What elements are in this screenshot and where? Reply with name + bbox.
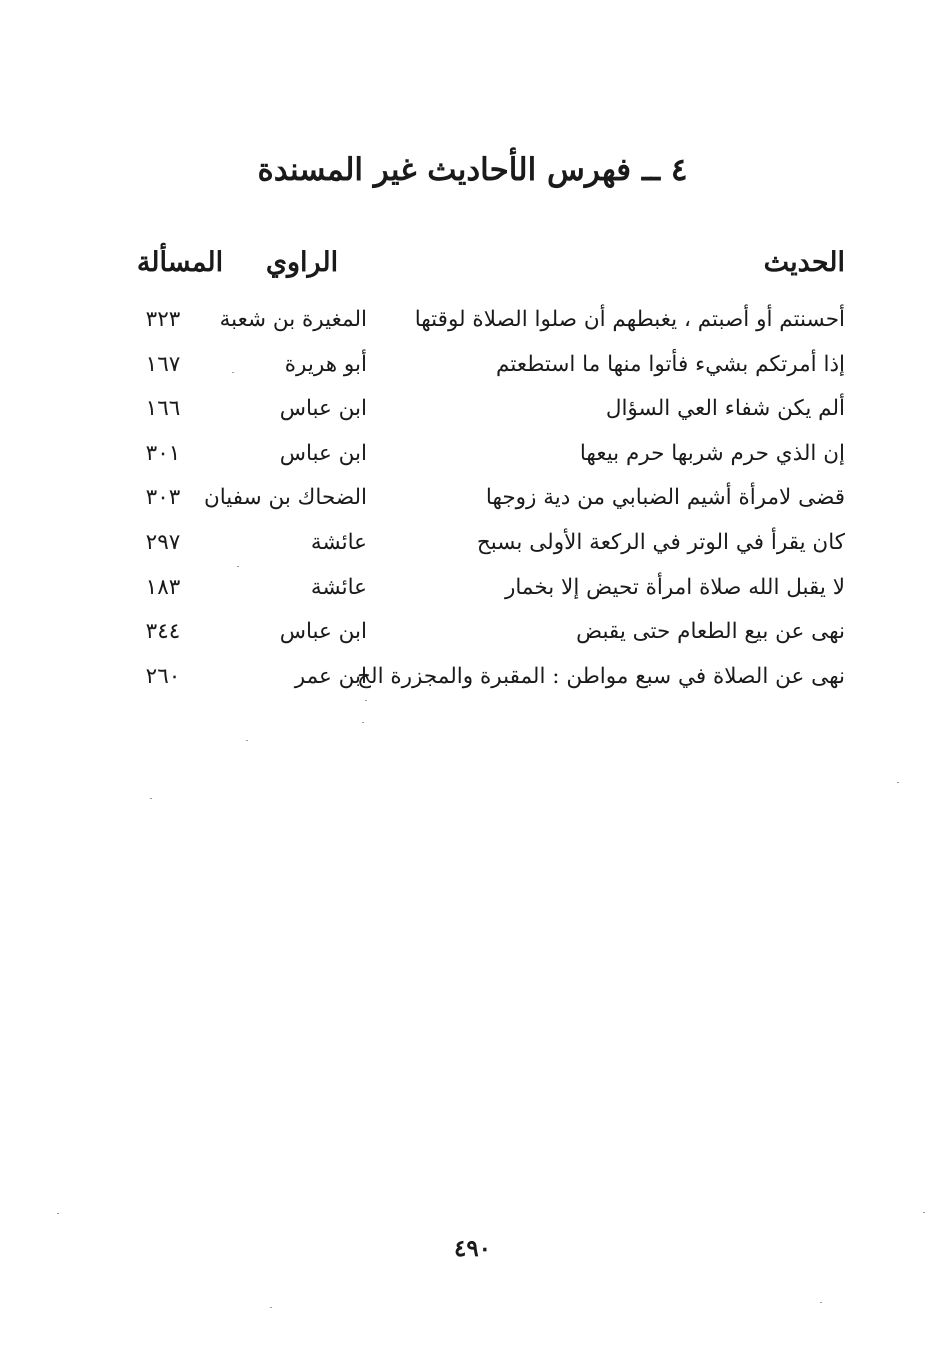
issue-number: ٣٠١: [145, 440, 181, 466]
table-header: [0, 247, 945, 287]
scan-speck: [362, 722, 364, 723]
scan-speck: [150, 798, 152, 799]
narrator-name: عائشة: [310, 529, 367, 555]
hadith-text: قضى لامرأة أشيم الضبابي من دية زوجها: [485, 485, 845, 511]
hadith-text: كان يقرأ في الوتر في الركعة الأولى بسبح: [476, 529, 845, 555]
scan-speck: [57, 1213, 59, 1214]
table-row: [0, 657, 945, 702]
narrator-name: عائشة: [310, 574, 367, 600]
issue-number: ٣٢٣: [145, 307, 181, 332]
hadith-text: نهى عن الصلاة في سبع مواطن : المقبرة والمجزرة الخ: [357, 663, 845, 689]
issue-number: ١٨٣: [145, 574, 181, 600]
table-row: [0, 478, 945, 523]
hadith-text: إذا أمرتكم بشيء فأتوا منها ما استطعتم: [496, 351, 845, 377]
narrator-name: الضحاك بن سفيان: [203, 485, 367, 511]
table-row: [0, 389, 945, 434]
narrator-name: ابن عباس: [279, 440, 367, 466]
table-row: [0, 300, 945, 345]
column-header-number: المسألة: [136, 247, 224, 278]
hadith-text: لا يقبل الله صلاة امرأة تحيض إلا بخمار: [505, 574, 845, 600]
page-number: ٤٩٠: [453, 1235, 492, 1262]
table-row: [0, 612, 945, 657]
page-title: ٤ ــ فهرس الأحاديث غير المسندة: [257, 152, 688, 188]
hadith-text: أحسنتم أو أصبتم ، يغبطهم أن صلوا الصلاة لوقتها: [414, 307, 845, 332]
scan-speck: [365, 700, 367, 701]
hadith-text: نهى عن بيع الطعام حتى يقبض: [576, 619, 845, 645]
table-row: [0, 345, 945, 390]
narrator-name: أبو هريرة: [284, 351, 367, 377]
scan-speck: [246, 740, 248, 741]
hadith-index-table: [0, 300, 945, 701]
narrator-name: ابن عباس: [279, 396, 367, 422]
issue-number: ١٦٧: [145, 351, 181, 377]
issue-number: ٣٤٤: [145, 619, 181, 645]
scan-speck: [820, 1302, 822, 1303]
scan-speck: [232, 372, 234, 373]
scan-speck: [270, 1307, 272, 1308]
column-header-hadith: الحديث: [763, 247, 845, 278]
issue-number: ٢٩٧: [145, 529, 181, 555]
scan-speck: [923, 1212, 925, 1213]
column-header-narrator: الراوي: [265, 247, 339, 278]
hadith-text: ألم يكن شفاء العي السؤال: [605, 396, 845, 422]
narrator-name: ابن عباس: [279, 619, 367, 645]
hadith-text: إن الذي حرم شربها حرم بيعها: [579, 440, 845, 466]
table-row: [0, 434, 945, 479]
table-row: [0, 523, 945, 568]
issue-number: ١٦٦: [145, 396, 181, 422]
narrator-name: ابن عمر: [294, 663, 367, 689]
scan-speck: [897, 782, 899, 783]
issue-number: ٢٦٠: [145, 663, 181, 689]
narrator-name: المغيرة بن شعبة: [219, 307, 367, 332]
table-row: [0, 568, 945, 613]
issue-number: ٣٠٣: [145, 485, 181, 511]
scan-speck: [237, 566, 239, 567]
